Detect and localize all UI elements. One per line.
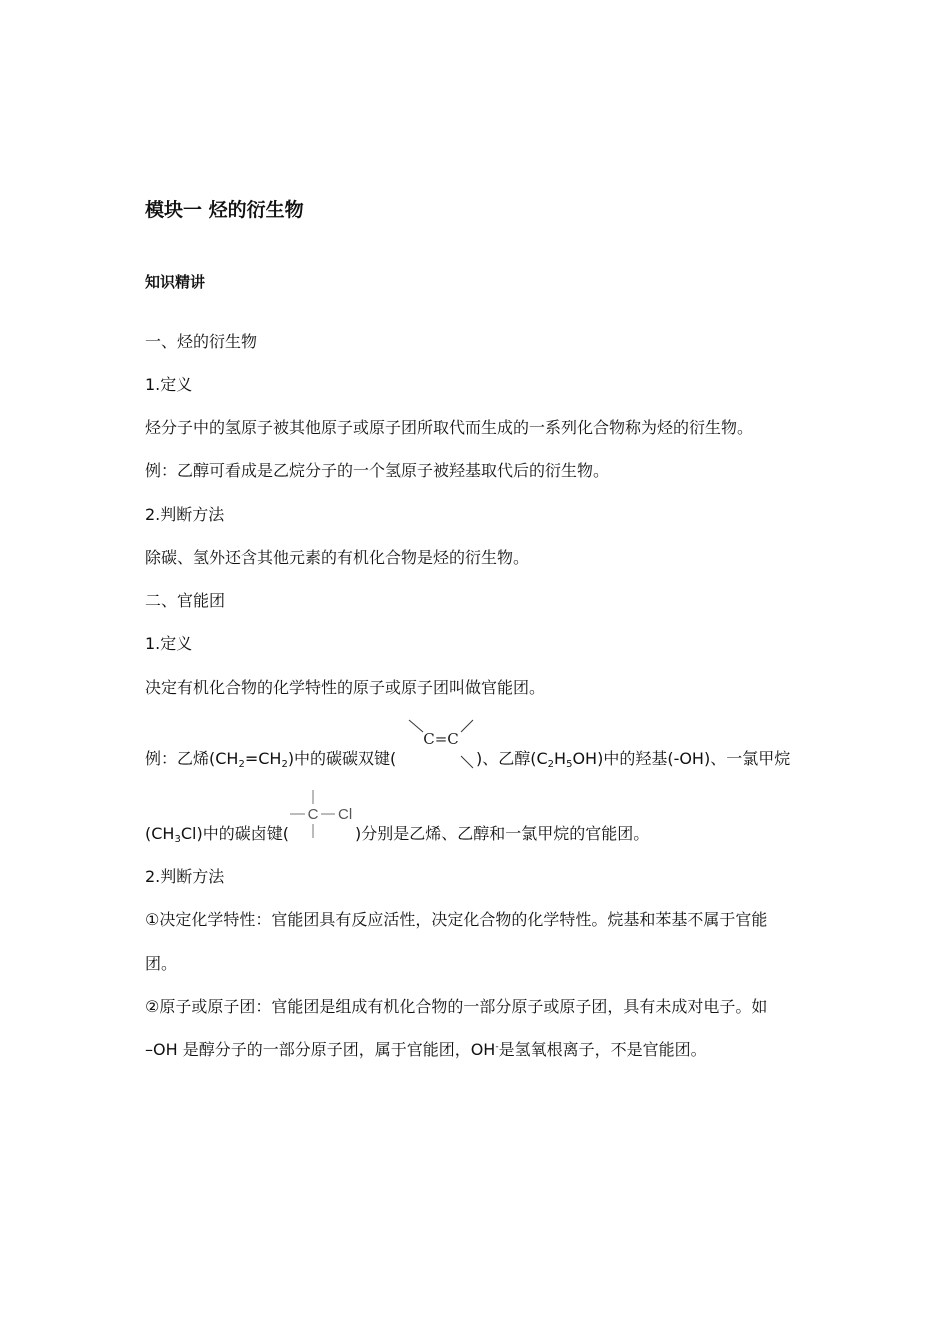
subheading-judge-2: 2.判断方法 [145, 867, 225, 886]
judge-point-1-line-2: 团。 [145, 954, 178, 973]
page-title: 模块一 烃的衍生物 [145, 199, 304, 221]
definition-text-1: 烃分子中的氢原子被其他原子或原子团所取代而生成的一系列化合物称为烃的衍生物。 [145, 418, 754, 437]
section-label: 知识精讲 [145, 273, 206, 291]
judge-point-2-line-1: ②原子或原子团：官能团是组成有机化合物的一部分原子或原子团，具有未成对电子。如 [145, 997, 768, 1016]
judge-point-1-line-1: ①决定化学特性：官能团具有反应活性，决定化合物的化学特性。烷基和苯基不属于官能 [145, 910, 768, 929]
definition-text-2: 决定有机化合物的化学特性的原子或原子团叫做官能团。 [145, 678, 546, 697]
judge-text-1: 除碳、氢外还含其他元素的有机化合物是烃的衍生物。 [145, 548, 530, 567]
chlorine-label: Cl [338, 806, 353, 823]
subheading-definition-1: 1.定义 [145, 375, 193, 394]
heading-derivatives: 一、烃的衍生物 [145, 332, 258, 351]
judge-point-2-line-2: –OH 是醇分子的一部分原子团，属于官能团，OH-是氢氧根离子，不是官能团。 [145, 1040, 707, 1059]
carbon-halogen-structure [288, 788, 358, 842]
subheading-judge-1: 2.判断方法 [145, 505, 225, 524]
double-bond-label: C=C [423, 730, 459, 748]
heading-functional-group: 二、官能团 [145, 591, 226, 610]
subheading-definition-2: 1.定义 [145, 634, 193, 653]
carbon-label: C [307, 806, 319, 823]
double-bond-structure [401, 716, 481, 772]
example-text-1: 例：乙醇可看成是乙烷分子的一个氢原子被羟基取代后的衍生物。 [145, 461, 610, 480]
document-page: 模块一 烃的衍生物 知识精讲 一、烃的衍生物 1.定义 烃分子中的氢原子被其他原子或原子团所取代而生成的一系列化合物称为烃的衍生物。 例：乙醇可看成是乙烷分子的一个氢原子被羟基取代后的衍生物。 2.判断方法 除碳、氢外还含其他元素的有机化合物是烃的衍生物。 二、官能团 1.定义 决定有机化合物的化学特性的原子或原子团叫做官能团。 例：乙烯$(CH_2=CH_2)$中的碳碳双键( C=C )、乙醇$(C_2H_5OH)$中的羟基(-OH)、一氯甲烷 $(CH_3Cl)$中的碳卤键( C Cl )分别是乙烯、乙醇和一氯甲烷的官能团。 2.判断方法 ①决定化学特性：官能团具有反应活性，决定化合物的化学特性。烷基和苯基不属于官能 团。 ②原子或原子团：官能团是组成有机化合物的一部分原子或原子团，具有未成对电子。如 –OH 是醇分子的一部分原子团，属于官能团，OH-是氢氧根离子，不是官能团。 [145, 199, 791, 1059]
